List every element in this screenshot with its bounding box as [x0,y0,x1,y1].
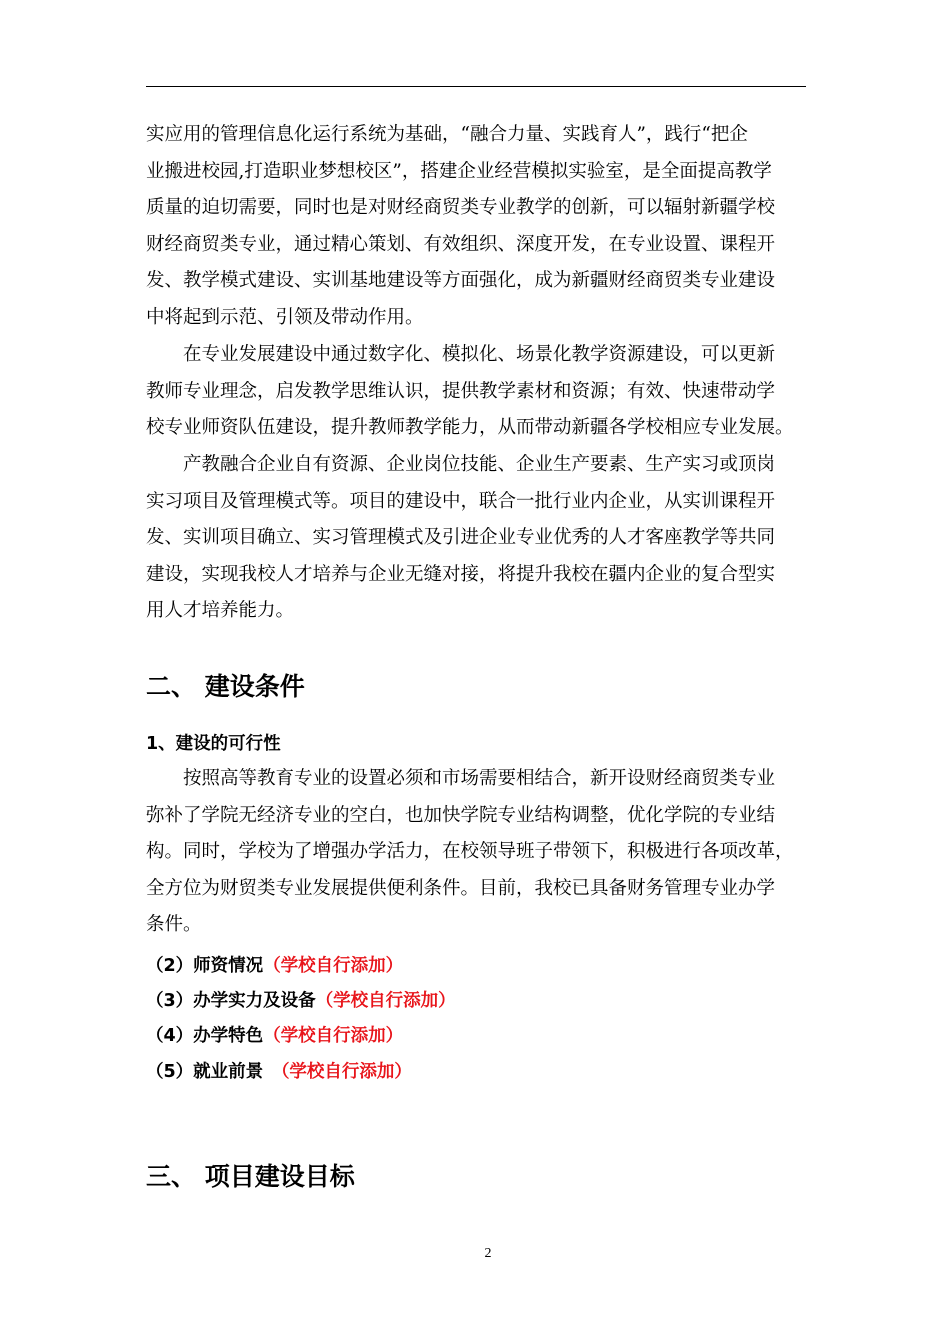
text-line: 实习项目及管理模式等。项目的建设中，联合一批行业内企业，从实训课程开 [146,490,776,512]
item-note: （学校自行添加） [263,1026,404,1046]
text-line: 发、教学模式建设、实训基地建设等方面强化，成为新疆财经商贸类专业建设 [146,270,776,292]
text-line: 全方位为财贸类专业发展提供便利条件。目前，我校已具备财务管理专业办学 [146,877,776,899]
text-line: 按照高等教育专业的设置必须和市场需要相结合，新开设财经商贸类专业 [183,768,776,789]
text-line: 弥补了学院无经济专业的空白，也加快学院专业结构调整，优化学院的专业结 [146,804,776,826]
text-line: 条件。 [146,914,202,936]
subsection-heading-feasibility: 1、建设的可行性 [146,734,281,754]
list-item [146,954,403,978]
section-heading-2: 二、 建设条件 [146,672,305,701]
item-label: （4）办学特色 [146,1026,264,1046]
text-line: 建设，实现我校人才培养与企业无缝对接，将提升我校在疆内企业的复合型实 [146,563,776,585]
text-line: 校专业师资队伍建设，提升教师教学能力，从而带动新疆各学校相应专业发展。 [146,417,794,439]
paragraph-2 [146,337,807,447]
item-label: （3）办学实力及设备 [146,991,316,1011]
text-line: 中将起到示范、引领及带动作用。 [146,306,424,328]
text-line: 用人才培养能力。 [146,600,295,622]
header-rule [146,86,806,87]
paragraph-1 [146,117,807,337]
text-line: 质量的迫切需要，同时也是对财经商贸类专业教学的创新，可以辐射新疆学校 [146,197,776,219]
item-label: （2）师资情况 [146,956,264,976]
item-note: （学校自行添加） [263,956,404,976]
text-line: 在专业发展建设中通过数字化、模拟化、场景化教学资源建设，可以更新 [183,344,776,365]
list-item [146,989,456,1013]
section-heading-3: 三、 项目建设目标 [146,1162,355,1191]
text-line: 产教融合企业自有资源、企业岗位技能、企业生产要素、生产实习或顶岗 [183,454,776,475]
item-label: （5）就业前景 [146,1062,281,1082]
text-line: 业搬进校园,打造职业梦想校区”，搭建企业经营模拟实验室，是全面提高教学 [146,160,772,182]
paragraph-3 [146,447,807,630]
list-item [146,1060,412,1084]
text-line: 教师专业理念，启发教学思维认识，提供教学素材和资源；有效、快速带动学 [146,380,776,402]
page-number: 2 [484,1246,492,1261]
text-line: 发、实训项目确立、实习管理模式及引进企业专业优秀的人才客座教学等共同 [146,527,776,549]
text-line: 财经商贸类专业，通过精心策划、有效组织、深度开发，在专业设置、课程开 [146,233,776,255]
list-item [146,1024,403,1048]
text-line: 实应用的管理信息化运行系统为基础，“融合力量、实践育人”，践行“把企 [146,124,748,145]
text-line: 构。同时，学校为了增强办学活力，在校领导班子带领下，积极进行各项改革， [146,841,794,863]
item-note: （学校自行添加） [315,991,456,1011]
item-note: （学校自行添加） [280,1062,412,1082]
paragraph-4 [146,761,807,944]
